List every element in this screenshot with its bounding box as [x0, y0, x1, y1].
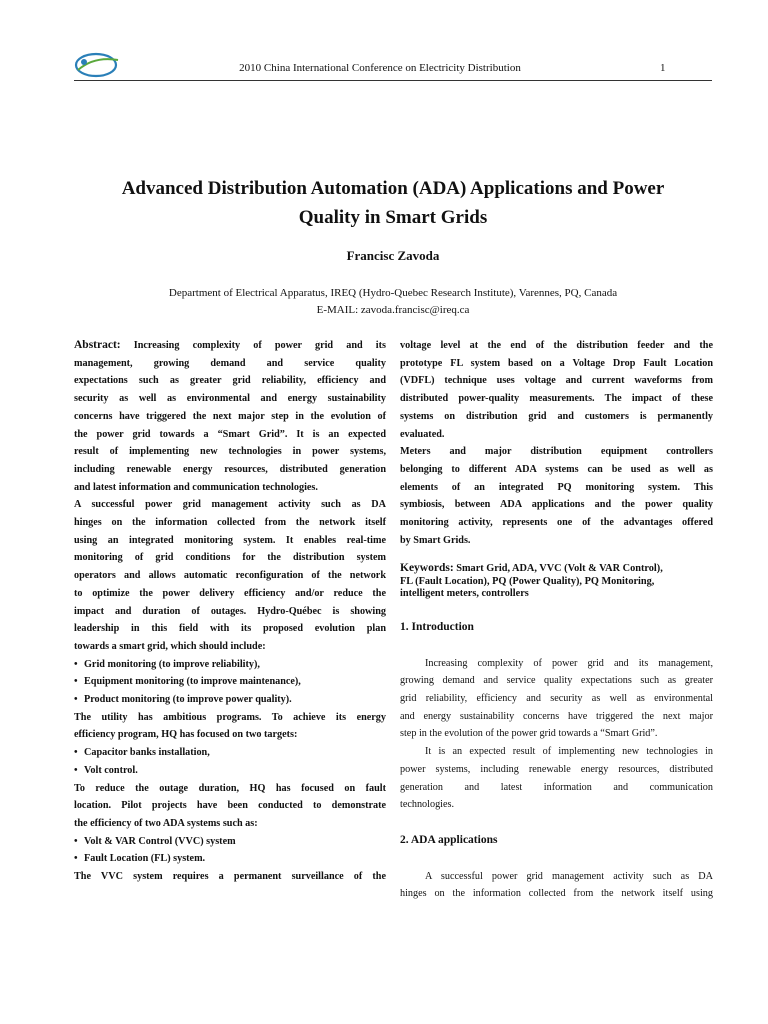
affiliation-block: [74, 285, 712, 319]
keywords-line: FL (Fault Location), PQ (Power Quality), PQ Monitoring,: [400, 575, 655, 587]
abstract-line: The VVC system requires a permanent surveillance of the: [74, 871, 386, 883]
body-line: power systems, including renewable energy resources, distributed: [400, 763, 713, 775]
bullet-item: • Grid monitoring (to improve reliability),: [74, 656, 386, 674]
abstract-line: by Smart Grids.: [400, 534, 471, 546]
abstract-line: the efficiency of two ADA systems such as:: [74, 817, 258, 829]
keywords-label: Keywords:: [400, 562, 454, 575]
abstract-line: result of implementing new technologies in power systems,: [74, 446, 386, 458]
section-body: [400, 868, 713, 903]
abstract-line: management, growing demand and service quality: [74, 357, 386, 369]
abstract-line: security as well as environmental and energy sustainability: [74, 393, 386, 405]
bullet-item: • Fault Location (FL) system.: [74, 850, 386, 868]
body-line: growing demand and service quality expectations such as greater: [400, 675, 713, 687]
abstract-line: systems on distribution grid and customers is permanently: [400, 410, 713, 422]
conference-name: 2010 China International Conference on Electricity Distribution: [239, 62, 521, 74]
abstract-line: monitoring activity, represents one of the advantages offered: [400, 517, 713, 529]
section-body: [400, 655, 713, 814]
left-column: [74, 337, 386, 886]
abstract-label: Abstract:: [74, 339, 121, 351]
text-span: Increasing complexity of power grid and its: [133, 340, 386, 351]
paper-title: [74, 174, 712, 232]
abstract-line: towards a smart grid, which should include:: [74, 640, 266, 652]
abstract-line: voltage level at the end of the distribution feeder and the: [400, 340, 713, 351]
abstract-line: expectations such as greater grid reliability, efficiency and: [74, 375, 386, 387]
body-line: It is an expected result of implementing new technologies in: [425, 746, 713, 758]
title-line: Advanced Distribution Automation (ADA) Applications and Power: [121, 178, 665, 199]
email: E-MAIL: zavoda.francisc@ireq.ca: [316, 304, 470, 316]
abstract-line: evaluated.: [400, 428, 445, 440]
author-name: Francisc Zavoda: [346, 248, 440, 263]
section-heading: 1. Introduction: [400, 620, 474, 633]
body-line: and energy sustainability concerns have triggered the next major: [400, 710, 713, 722]
body-line: hinges on the information collected from the network itself using: [400, 888, 713, 900]
conference-logo: [74, 50, 126, 80]
abstract-line: belonging to different ADA systems can be used as well as: [400, 463, 713, 475]
body-line: Increasing complexity of power grid and its management,: [425, 657, 713, 669]
abstract-line: prototype FL system based on a Voltage Drop Fault Location: [400, 357, 713, 369]
page-number: 1: [660, 62, 666, 74]
body-line: A successful power grid management activity such as DA: [425, 870, 713, 882]
bullet-item: • Product monitoring (to improve power quality).: [74, 691, 386, 709]
title-line: Quality in Smart Grids: [298, 207, 488, 228]
abstract-line: impact and duration of outages. Hydro-Québec is showing: [74, 605, 386, 617]
affiliation: Department of Electrical Apparatus, IREQ (Hydro-Quebec Research Institute), Varennes, PQ, Canada: [168, 287, 618, 299]
body-line: step in the evolution of the power grid towards a “Smart Grid”.: [400, 728, 658, 740]
abstract-line: A successful power grid management activity such as DA: [74, 499, 386, 511]
abstract-line: leadership in this field with its proposed evolution plan: [74, 623, 386, 635]
abstract-continuation: [400, 337, 713, 549]
abstract-line: using an integrated monitoring system. It enables real-time: [74, 534, 386, 546]
abstract-line: hinges on the information collected from the network itself: [74, 517, 386, 529]
body-line: generation and latest information and communication: [400, 781, 713, 793]
keywords-text: Smart Grid, ADA, VVC (Volt & VAR Control),: [456, 563, 663, 575]
bullet-item: • Volt & VAR Control (VVC) system: [74, 833, 386, 851]
abstract-line: including renewable energy resources, distributed generation: [74, 463, 386, 475]
abstract-line: and latest information and communication technologies.: [74, 481, 318, 493]
bullet-item: • Capacitor banks installation,: [74, 744, 386, 762]
keywords-line: intelligent meters, controllers: [400, 588, 529, 600]
body-line: grid reliability, efficiency and security as well as environmental: [400, 693, 713, 705]
ciced-logo-icon: [74, 50, 126, 80]
bullet-item: • Equipment monitoring (to improve maintenance),: [74, 673, 386, 691]
abstract-line: to optimize the power delivery efficiency and/or reduce the: [74, 587, 386, 599]
abstract-line: monitoring of grid conditions for the distribution system: [74, 552, 386, 564]
header-rule: [74, 80, 712, 81]
abstract-line: To reduce the outage duration, HQ has focused on fault: [74, 782, 386, 794]
abstract-line: symbiosis, between ADA applications and the power quality: [400, 499, 713, 511]
abstract-line: (VDFL) technique uses voltage and current waveforms from: [400, 375, 713, 387]
right-column: [400, 337, 713, 903]
abstract-line: elements of an integrated PQ monitoring system. This: [400, 481, 713, 493]
abstract-line: the power grid towards a “Smart Grid”. It is an expected: [74, 428, 386, 440]
abstract-line: operators and allows automatic reconfiguration of the network: [74, 570, 386, 582]
abstract-line: [74, 337, 386, 355]
abstract-line: concerns have triggered the next major step in the evolution of: [74, 410, 386, 422]
abstract-line: efficiency program, HQ has focused on two targets:: [74, 729, 298, 741]
keywords-block: [400, 562, 713, 601]
keywords-line: [400, 562, 713, 576]
abstract-line: Meters and major distribution equipment controllers: [400, 446, 713, 458]
bullet-item: • Volt control.: [74, 762, 386, 780]
section-heading: 2. ADA applications: [400, 833, 498, 846]
abstract-line: location. Pilot projects have been conducted to demonstrate: [74, 800, 386, 812]
abstract-line: distributed power-quality measurements. The impact of these: [400, 393, 713, 405]
body-line: technologies.: [400, 799, 455, 811]
abstract-line: The utility has ambitious programs. To achieve its energy: [74, 711, 386, 723]
